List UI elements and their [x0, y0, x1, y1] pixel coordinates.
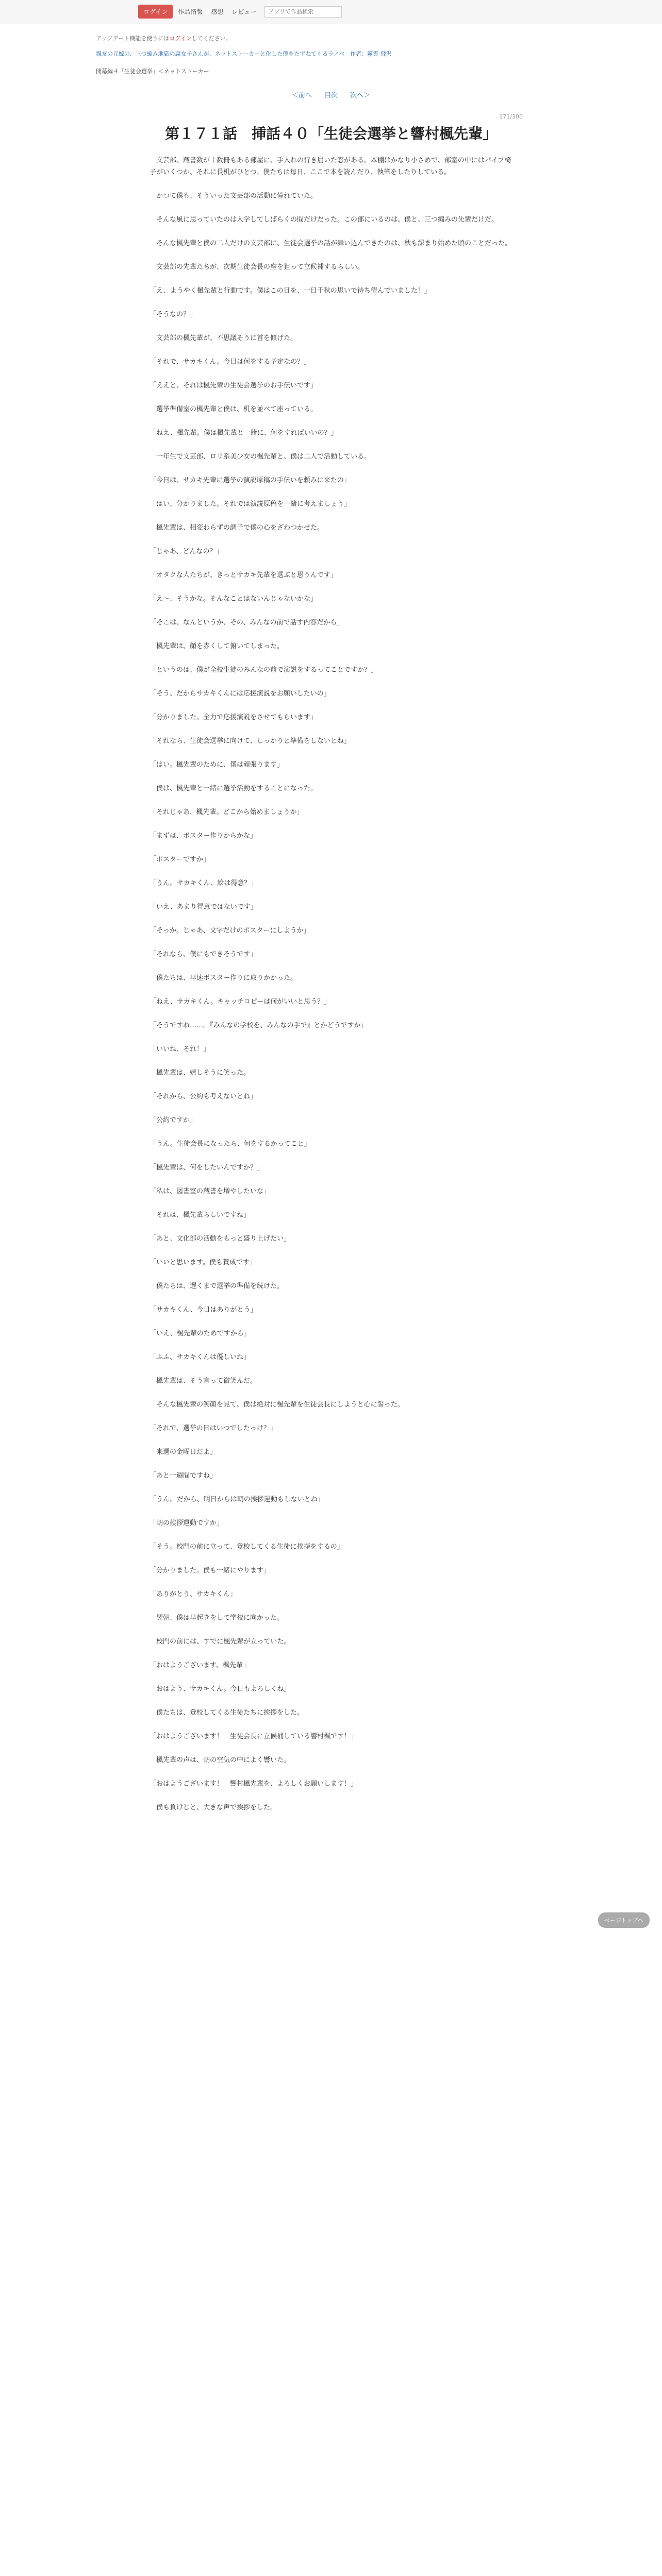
- body-paragraph: 僕は、楓先輩と一緒に選挙活動をすることになった。: [150, 785, 318, 792]
- page-top-button[interactable]: ページトップへ: [598, 1912, 650, 1928]
- episode-number: 171/300: [499, 113, 523, 120]
- body-paragraph: 「オタクな人たちが、きっとサカキ先輩を選ぶと思うんです」: [150, 571, 337, 579]
- body-paragraph: 僕も負けじと、大きな声で挨拶をした。: [150, 1804, 277, 1811]
- body-paragraph: 楓先輩は、嬉しそうに笑った。: [150, 1069, 251, 1077]
- nav-impressions[interactable]: 感想: [211, 8, 224, 15]
- body-paragraph: 「そう、だからサカキくんには応援演説をお願いしたいの」: [150, 690, 330, 698]
- body-paragraph: 「いえ、楓先輩のためですから」: [150, 1330, 251, 1337]
- page-title: 第１７１話 挿話４０「生徒会選挙と響村楓先輩」: [164, 125, 497, 142]
- body-paragraph: 「おはようございます、楓先輩」: [150, 1662, 250, 1669]
- body-paragraph: 僕たちは、登校してくる生徒たちに挨拶をした。: [150, 1709, 304, 1717]
- body-paragraph: 「ふふ、サカキくんは優しいね」: [150, 1353, 251, 1361]
- body-paragraph: 楓先輩は、そう言って微笑んだ。: [150, 1377, 257, 1385]
- body-paragraph: そんな風に思っていたのは入学してしばらくの間だけだった。この部にいるのは、僕と、三つ編みの先輩だけだ。: [150, 216, 499, 224]
- body-paragraph: 「私は、図書室の蔵書を増やしたいな」: [150, 1188, 271, 1195]
- body-paragraph: 楓先輩は、相変わらずの調子で僕の心をざわつかせた。: [150, 524, 324, 532]
- body-paragraph: そんな楓先輩の笑顔を見て、僕は絶対に楓先輩を生徒会長にしようと心に誓った。: [150, 1401, 404, 1409]
- body-paragraph: 「というのは、僕が全校生徒のみんなの前で演説をするってことですか？」: [150, 666, 378, 674]
- body-paragraph: 「え～、そうかな。そんなことはないんじゃないかな」: [150, 595, 318, 603]
- body-paragraph: 「うん。だから、明日からは朝の挨拶運動もしないとね」: [150, 1496, 324, 1503]
- body-paragraph: 文芸部、蔵書数が十数冊もある部屋に、手入れの行き届いた窓がある。本棚はかなり小さめで、部室の中にはパイプ椅子がいくつか、それに長机がひとつ。僕たちは毎日、ここで本を読んだり、執筆をしたりしている。: [150, 157, 511, 176]
- body-paragraph: 「今日は、サカキ先輩に選挙の演説原稿の手伝いを頼みに来たの」: [150, 477, 351, 484]
- body-paragraph: 「いえ、あまり得意ではないです」: [150, 903, 257, 911]
- body-paragraph: 楓先輩の声は、朝の空気の中によく響いた。: [150, 1756, 291, 1764]
- body-paragraph: 「おはよう、サカキくん。今日もよろしくね」: [150, 1685, 291, 1693]
- body-paragraph: 「公約ですか」: [150, 1116, 197, 1124]
- body-paragraph: 「ポスターですか」: [150, 856, 210, 863]
- chapter-tags: 開幕編４「生徒会選挙」＜ネットストーカー: [96, 68, 209, 75]
- body-paragraph: 楓先輩は、顔を赤くして俯いてしまった。: [150, 642, 284, 650]
- body-paragraph: 僕たちは、遅くまで選挙の準備を続けた。: [150, 1282, 284, 1290]
- body-paragraph: 「うん。サカキくん、絵は得意？」: [150, 879, 258, 887]
- body-paragraph: 「サカキくん、今日はありがとう」: [150, 1306, 257, 1314]
- login-button[interactable]: ログイン: [138, 5, 173, 19]
- next-link[interactable]: 次へ＞: [350, 92, 371, 99]
- body-paragraph: 「ねえ、楓先輩。僕は楓先輩と一緒に、何をすればいいの？」: [150, 429, 338, 437]
- body-paragraph: 「じゃあ、どんなの？」: [150, 548, 223, 555]
- body-paragraph: 「あと、文化部の活動をもっと盛り上げたい」: [150, 1235, 291, 1243]
- body-paragraph: 「朝の挨拶運動ですか」: [150, 1519, 224, 1527]
- body-paragraph: 「楓先輩は、何をしたいんですか？」: [150, 1164, 264, 1172]
- body-paragraph: 「分かりました。僕も一緒にやります」: [150, 1567, 271, 1574]
- body-paragraph: 「そうなの？」: [150, 311, 197, 318]
- body-paragraph: 翌朝、僕は早起きをして学校に向かった。: [150, 1614, 284, 1622]
- body-paragraph: 「そうですね……。『みんなの学校を、みんなの手で』とかどうですか」: [150, 1022, 368, 1029]
- body-paragraph: 「ねえ、サカキくん。キャッチコピーは何がいいと思う？」: [150, 998, 331, 1006]
- body-paragraph: 文芸部の楓先輩が、不思議そうに首を傾げた。: [150, 334, 297, 342]
- novel-body: [150, 155, 512, 1825]
- body-paragraph: 「それから、公約も考えないとね」: [150, 1093, 257, 1100]
- body-paragraph: 校門の前には、すでに楓先輩が立っていた。: [150, 1638, 291, 1646]
- body-paragraph: 選挙準備室の楓先輩と僕は、机を並べて座っている。: [150, 405, 318, 413]
- body-paragraph: 「それで、選挙の日はいつでしたっけ？」: [150, 1425, 277, 1432]
- body-paragraph: 「いいと思います。僕も賛成です」: [150, 1259, 256, 1266]
- body-paragraph: 「それなら、生徒会選挙に向けて、しっかりと準備をしないとね」: [150, 737, 351, 745]
- body-paragraph: 僕たちは、早速ポスター作りに取りかかった。: [150, 974, 297, 982]
- body-paragraph: 一年生で文芸部、ロリ系美少女の楓先輩と、僕は二人で活動している。: [150, 453, 371, 461]
- login-prompt: アップデート機能を使うにはログインしてください。: [96, 35, 231, 42]
- body-paragraph: 「まずは、ポスター作りからかな」: [150, 832, 257, 840]
- body-paragraph: 「おはようございます！ 響村楓先輩を、よろしくお願いします！」: [150, 1780, 358, 1788]
- body-paragraph: 「いいね、それ！」: [150, 1045, 210, 1053]
- body-paragraph: 「そっか。じゃあ、文字だけのポスターにしようか」: [150, 927, 310, 935]
- body-paragraph: 「それじゃあ、楓先輩。どこから始めましょうか」: [150, 808, 304, 816]
- body-paragraph: 「それで、サカキくん。今日は何をする予定なの？」: [150, 358, 311, 366]
- body-paragraph: 「うん。生徒会長になったら、何をするかってこと」: [150, 1140, 311, 1148]
- body-paragraph: 文芸部の先輩たちが、次期生徒会長の座を狙って立候補するらしい。: [150, 263, 365, 271]
- nav-review[interactable]: レビュー: [231, 8, 257, 15]
- body-paragraph: 「それは、楓先輩らしいですね」: [150, 1211, 251, 1219]
- body-paragraph: かつて僕も、そういった文芸部の活動に憧れていた。: [150, 192, 318, 200]
- body-paragraph: そんな楓先輩と僕の二人だけの文芸部に、生徒会選挙の話が舞い込んできたのは、秋も深まり始めた頃のことだった。: [150, 240, 512, 247]
- search-input[interactable]: [264, 6, 342, 18]
- body-paragraph: 「それなら、僕にもできそうです」: [150, 951, 257, 958]
- body-paragraph: 「分かりました。全力で応援演説をさせてもらいます」: [150, 714, 318, 721]
- prev-link[interactable]: ＜前へ: [291, 92, 312, 99]
- site-header: [0, 0, 662, 24]
- body-paragraph: 「ありがとう、サカキくん」: [150, 1590, 237, 1598]
- body-paragraph: 「え、ようやく楓先輩と行動です。僕はこの日を、一日千秋の思いで待ち望んでいました！」: [150, 287, 431, 295]
- body-paragraph: 「あと一週間ですね」: [150, 1472, 217, 1480]
- body-paragraph: 「来週の金曜日だよ」: [150, 1448, 217, 1456]
- breadcrumb[interactable]: 親友の元嫁の、三つ編み地獄の腐女子さんが、ネットストーカーと化した僕をたずねてくるラノベ 作者：霧雲 飛沢: [96, 50, 392, 57]
- body-paragraph: 「はい、分かりました。それでは演説原稿を一緒に考えましょう」: [150, 500, 351, 508]
- login-link[interactable]: ログイン: [169, 35, 192, 42]
- body-paragraph: 「おはようございます！ 生徒会長に立候補している響村楓です！」: [150, 1733, 358, 1740]
- nav-work-info[interactable]: 作品情報: [178, 8, 203, 15]
- body-paragraph: 「そこは、なんというか、その、みんなの前で話す内容だから」: [150, 619, 344, 626]
- index-link[interactable]: 目次: [324, 92, 338, 99]
- body-paragraph: 「はい。楓先輩のために、僕は頑張ります」: [150, 761, 284, 769]
- body-paragraph: 「ええと、それは楓先輩の生徒会選挙のお手伝いです」: [150, 382, 318, 389]
- body-paragraph: 「そう。校門の前に立って、登校してくる生徒に挨拶をするの」: [150, 1543, 344, 1551]
- pager: [0, 90, 662, 99]
